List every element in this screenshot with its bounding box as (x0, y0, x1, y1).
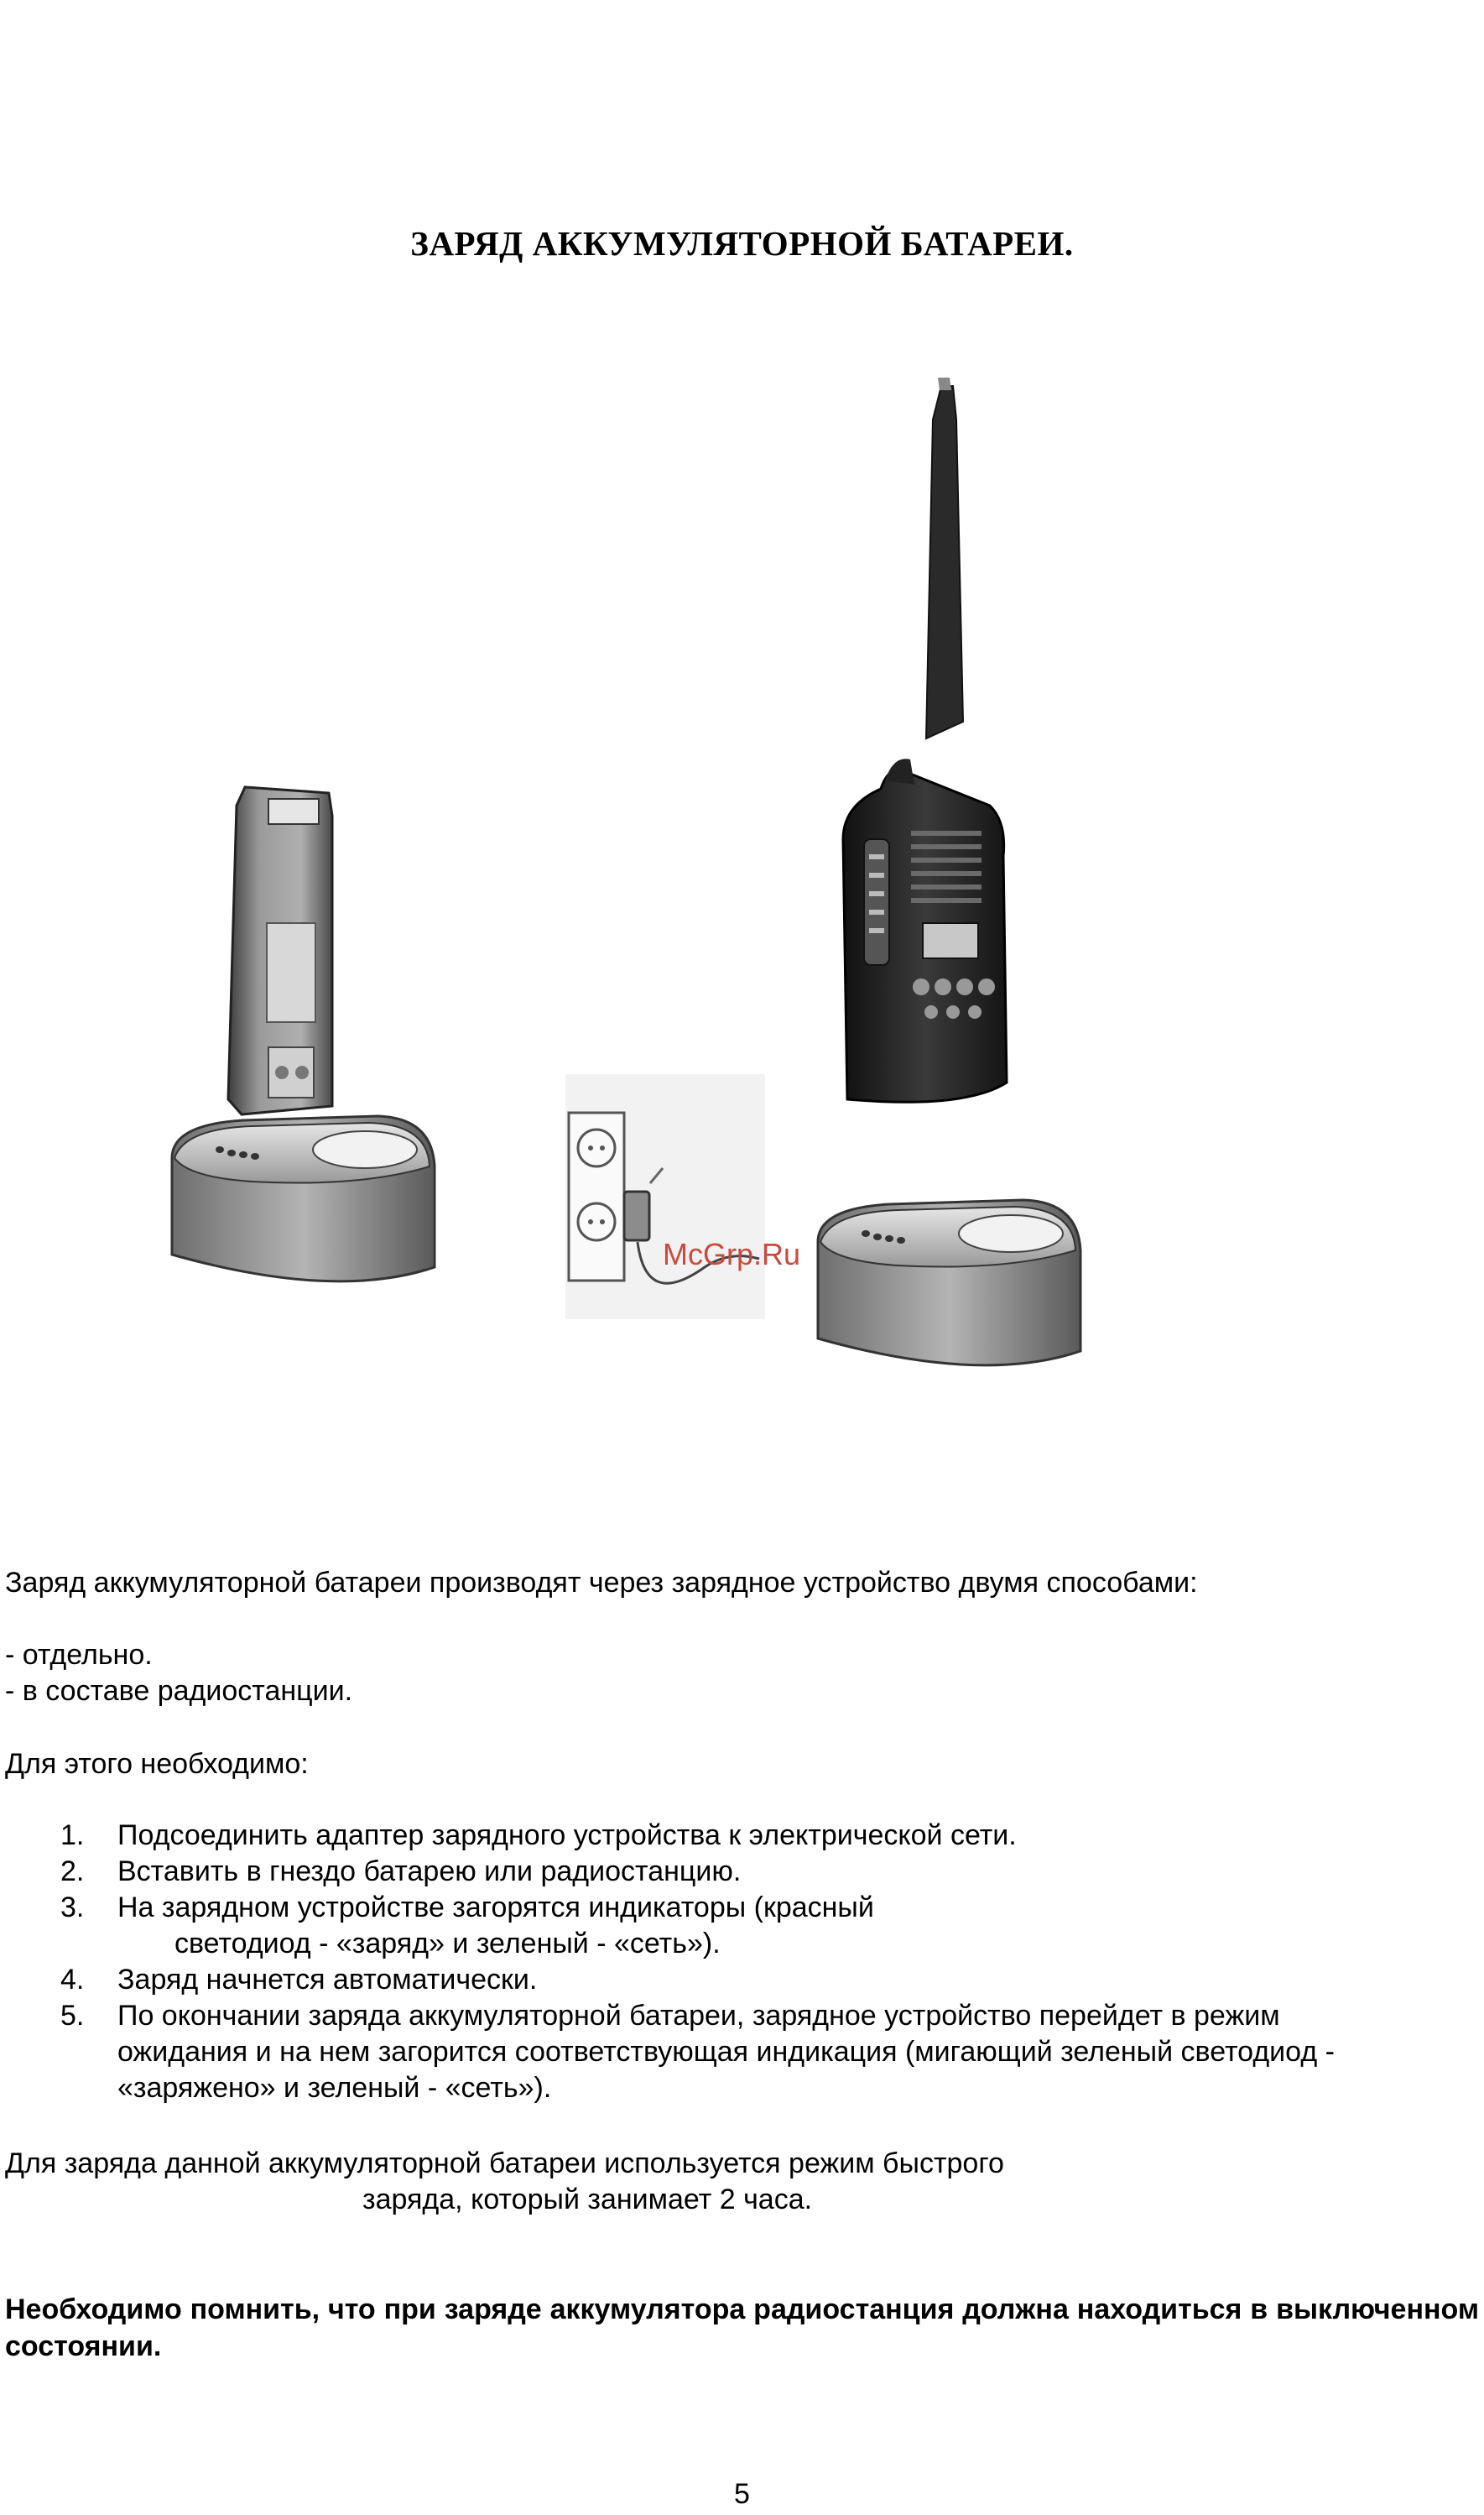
option-item: - в составе радиостанции. (5, 1675, 353, 1707)
option-item: - отдельно. (5, 1639, 153, 1671)
step-text: Заряд начнется автоматически. (117, 1964, 538, 1996)
page-title: ЗАРЯД АККУМУЛЯТОРНОЙ БАТАРЕИ. (410, 224, 1074, 263)
step-text: «заряжено» и зеленый - «сеть»). (117, 2072, 552, 2104)
step-number: 3. (60, 1891, 85, 1923)
step-text: На зарядном устройстве загорятся индикаторы (красный (117, 1891, 874, 1923)
battery-pack (228, 787, 332, 1114)
step-text: светодиод - «заряд» и зеленый - «сеть»). (174, 1928, 721, 1959)
page-number: 5 (734, 2478, 750, 2510)
step-text: Вставить в гнездо батарею или радиостанцию. (117, 1855, 742, 1887)
step-number: 2. (60, 1855, 85, 1887)
step-text: Подсоединить адаптер зарядного устройства к электрической сети. (117, 1819, 1017, 1851)
charger-cradle-right (818, 1200, 1080, 1365)
step-number: 4. (60, 1964, 85, 1996)
fast-charge-paragraph: Для заряда данной аккумуляторной батареи используется режим быстрого (5, 2147, 1004, 2179)
watermark: McGrp.Ru (663, 1237, 801, 1271)
fast-charge-paragraph-cont: заряда, который занимает 2 часа. (362, 2184, 813, 2215)
step-text: ожидания и на нем загорится соответствующая индикация (мигающий зеленый светодиод - (117, 2036, 1335, 2068)
charger-cradle-left (172, 1116, 435, 1281)
radio-unit (843, 378, 1007, 1102)
steps-lead: Для этого необходимо: (5, 1748, 309, 1780)
intro-paragraph: Заряд аккумуляторной батареи производят через зарядное устройство двумя способами: (5, 1567, 1198, 1599)
power-adapter (565, 1074, 765, 1319)
step-text: По окончании заряда аккумуляторной батареи, зарядное устройство перейдет в режим (117, 2000, 1280, 2032)
step-number: 1. (60, 1819, 85, 1851)
step-number: 5. (60, 2000, 85, 2032)
warning-note: Необходимо помнить, что при заряде аккумулятора радиостанция должна находиться в выключенном состоянии. (5, 2293, 1479, 2362)
